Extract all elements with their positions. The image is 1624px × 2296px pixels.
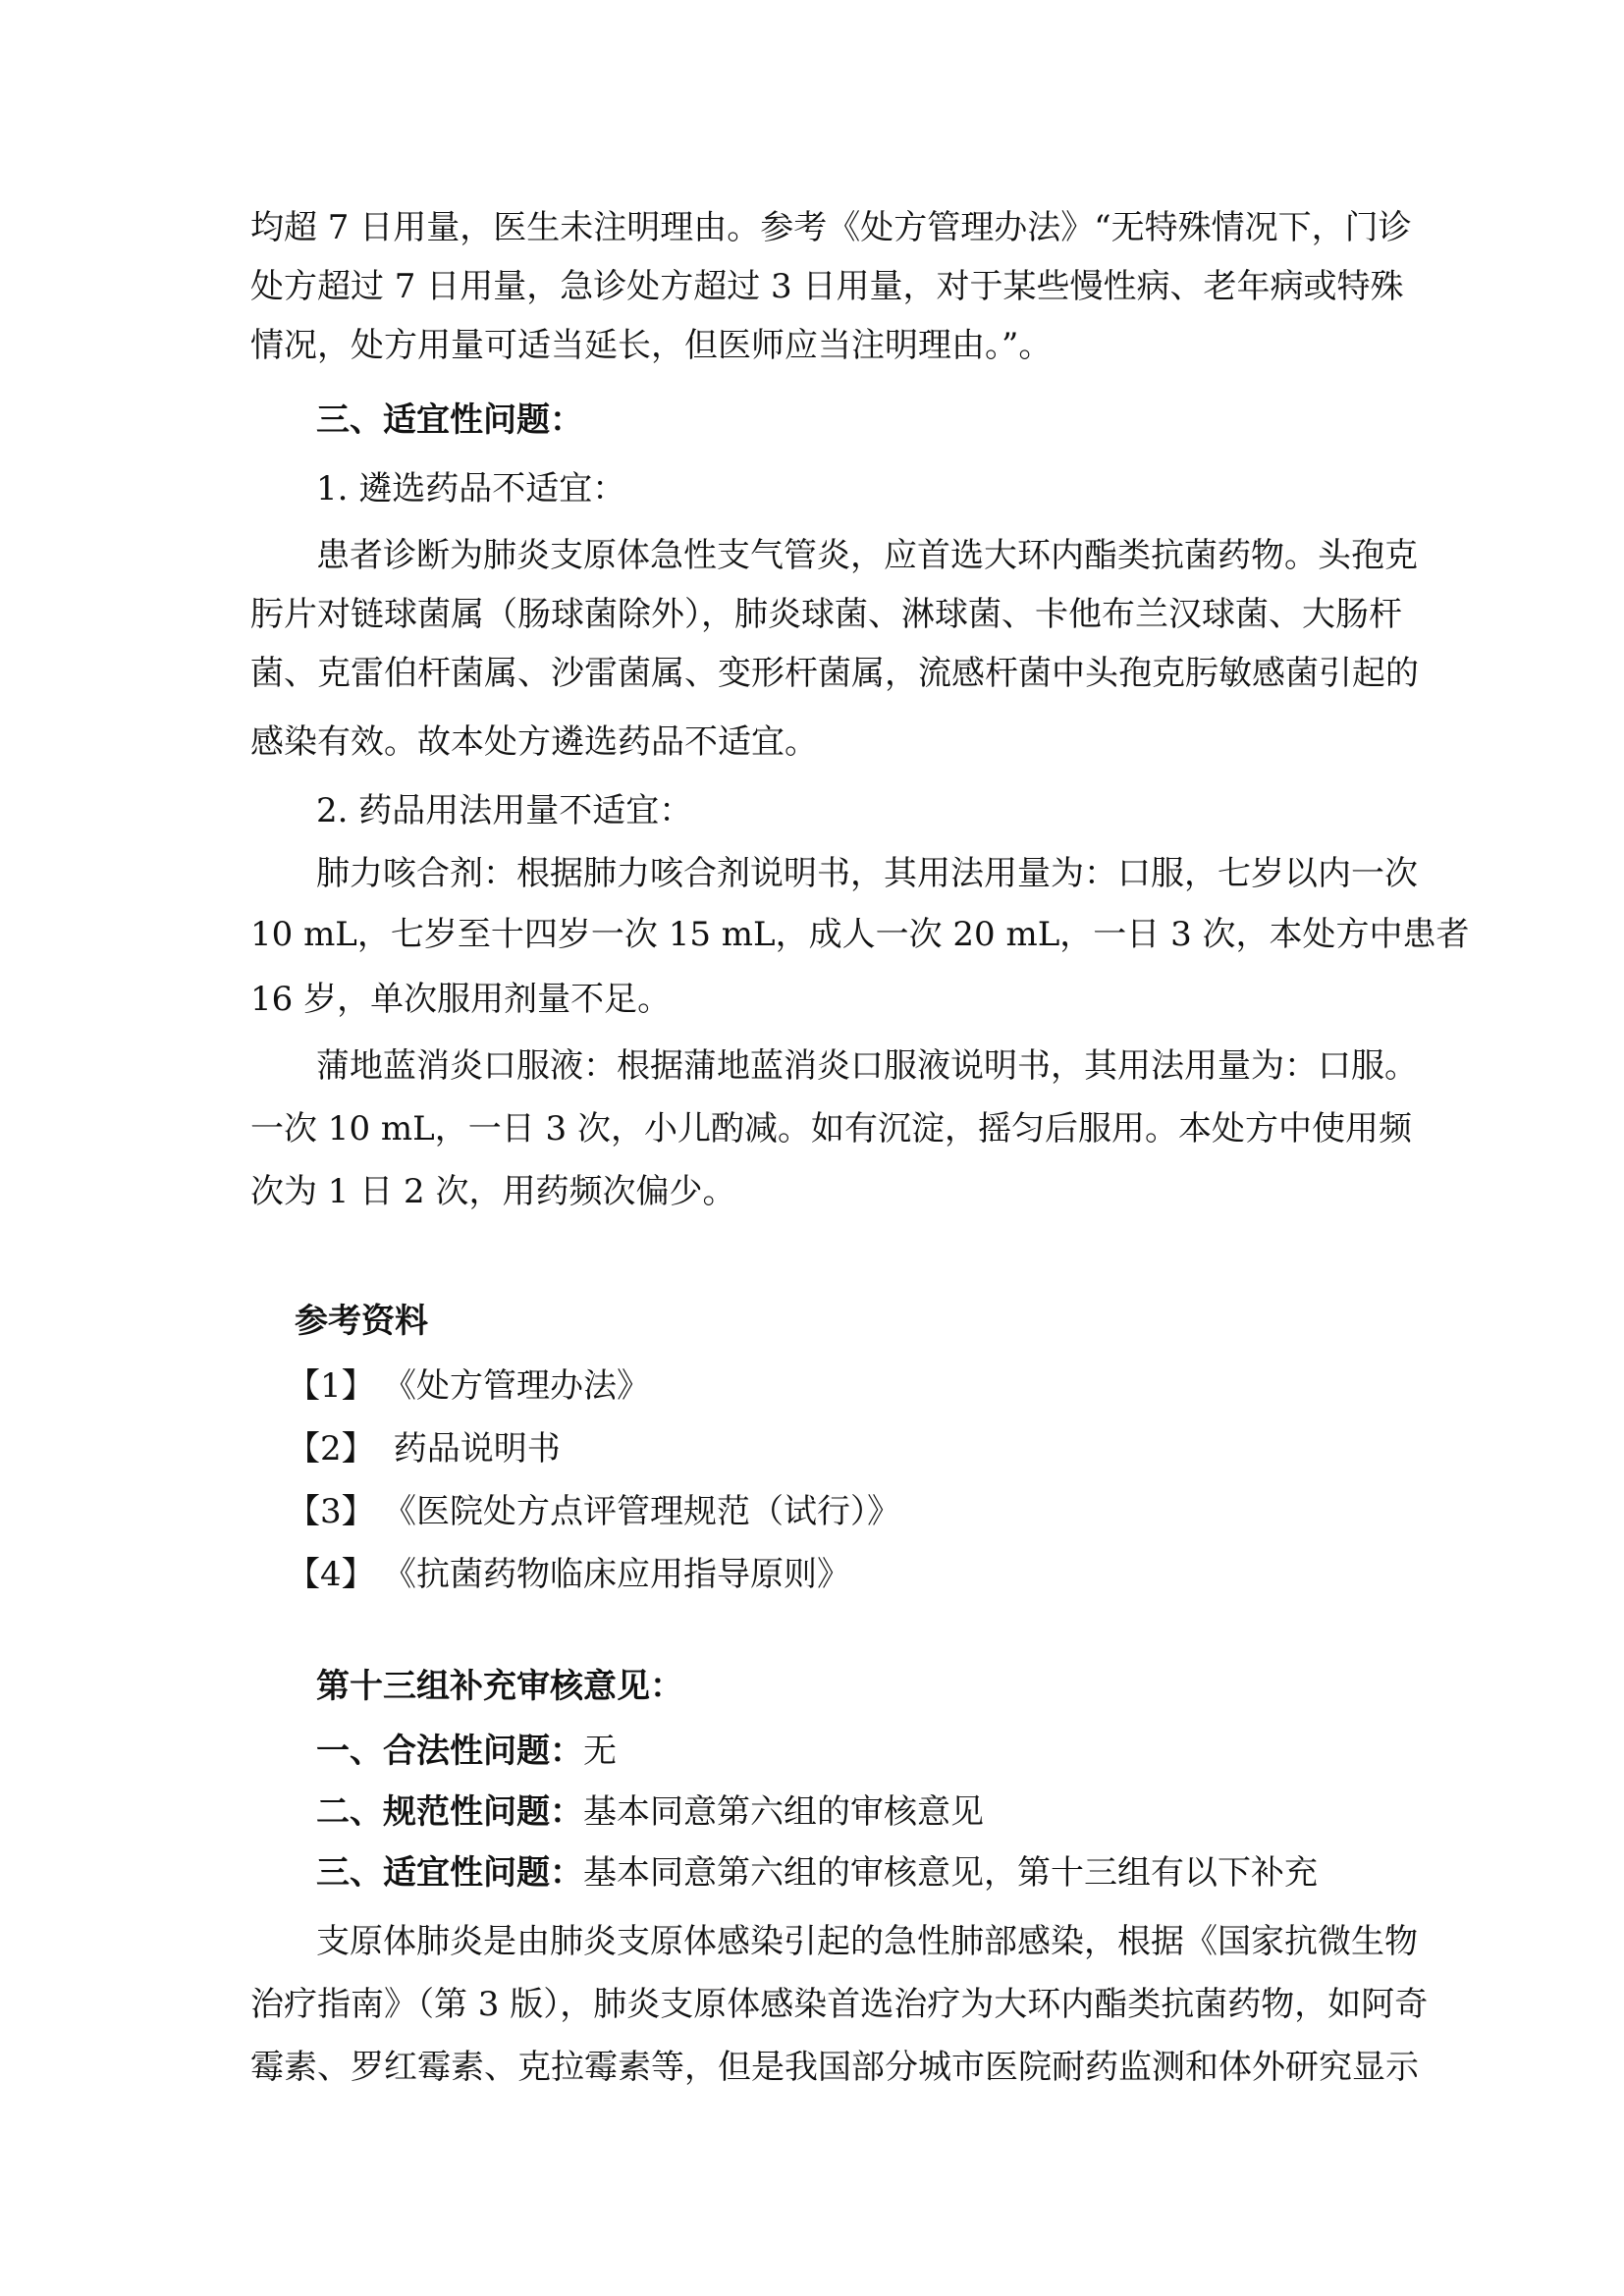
item-1-line-3: 菌、克雷伯杆菌属、沙雷菌属、变形杆菌属，流感杆菌中头孢克肟敏感菌引起的 [250, 654, 1419, 693]
reference-text: 《处方管理办法》 [383, 1366, 650, 1406]
reference-text: 药品说明书 [383, 1429, 561, 1468]
intro-line-2: 处方超过 7 日用量，急诊处方超过 3 日用量，对于某些慢性病、老年病或特殊 [250, 267, 1404, 306]
reference-number: 【3】 [287, 1492, 375, 1531]
item-2a-line-1: 肺力咳合剂：根据肺力咳合剂说明书，其用法用量为：口服，七岁以内一次 [316, 854, 1418, 893]
standardization-text: 基本同意第六组的审核意见 [583, 1792, 984, 1832]
appropriateness-label: 三、适宜性问题： [316, 1853, 583, 1893]
intro-line-3: 情况，处方用量可适当延长，但医师应当注明理由。”。 [250, 326, 1053, 365]
item-2b-line-1: 蒲地蓝消炎口服液：根据蒲地蓝消炎口服液说明书，其用法用量为：口服。 [316, 1046, 1418, 1086]
standardization-label: 二、规范性问题： [316, 1792, 583, 1832]
item-2-heading: 2. 药品用法用量不适宜： [316, 791, 693, 830]
item-2a-line-3: 16 岁，单次服用剂量不足。 [250, 980, 672, 1019]
standardization-question [316, 1792, 984, 1832]
heading-appropriateness: 三、适宜性问题： [316, 400, 583, 440]
supplement-line-3: 霉素、罗红霉素、克拉霉素等，但是我国部分城市医院耐药监测和体外研究显示 [250, 2048, 1419, 2087]
item-1-heading: 1. 遴选药品不适宜： [316, 469, 626, 508]
reference-text: 《医院处方点评管理规范（试行）》 [383, 1492, 900, 1531]
reference-item [287, 1429, 561, 1468]
item-2a-line-2: 10 mL，七岁至十四岁一次 15 mL，成人一次 20 mL，一日 3 次，本处方中患者 [250, 915, 1470, 954]
intro-line-1: 均超 7 日用量，医生未注明理由。参考《处方管理办法》“无特殊情况下，门诊 [250, 208, 1412, 247]
supplement-title: 第十三组补充审核意见： [316, 1667, 683, 1706]
legality-label: 一、合法性问题： [316, 1732, 583, 1771]
reference-text: 《抗菌药物临床应用指导原则》 [383, 1555, 850, 1594]
appropriateness-question [316, 1853, 1318, 1893]
item-2b-line-3: 次为 1 日 2 次，用药频次偏少。 [250, 1172, 736, 1211]
reference-item [287, 1492, 900, 1531]
supplement-line-1: 支原体肺炎是由肺炎支原体感染引起的急性肺部感染，根据《国家抗微生物 [316, 1922, 1418, 1961]
item-1-line-2: 肟片对链球菌属（肠球菌除外），肺炎球菌、淋球菌、卡他布兰汉球菌、大肠杆 [250, 595, 1402, 634]
item-1-line-1: 患者诊断为肺炎支原体急性支气管炎，应首选大环内酯类抗菌药物。头孢克 [316, 536, 1418, 575]
legality-text: 无 [583, 1732, 617, 1771]
references-title: 参考资料 [295, 1302, 428, 1341]
reference-number: 【4】 [287, 1555, 375, 1594]
reference-number: 【1】 [287, 1366, 375, 1406]
reference-item [287, 1366, 650, 1406]
reference-item [287, 1555, 850, 1594]
item-1-line-4: 感染有效。故本处方遴选药品不适宜。 [250, 722, 818, 762]
reference-number: 【2】 [287, 1429, 375, 1468]
item-2b-line-2: 一次 10 mL，一日 3 次，小儿酌减。如有沉淀，摇匀后服用。本处方中使用频 [250, 1109, 1412, 1148]
legality-question [316, 1732, 617, 1771]
appropriateness-text: 基本同意第六组的审核意见，第十三组有以下补充 [583, 1853, 1318, 1893]
supplement-line-2: 治疗指南》（第 3 版），肺炎支原体感染首选治疗为大环内酯类抗菌药物，如阿奇 [250, 1985, 1429, 2024]
